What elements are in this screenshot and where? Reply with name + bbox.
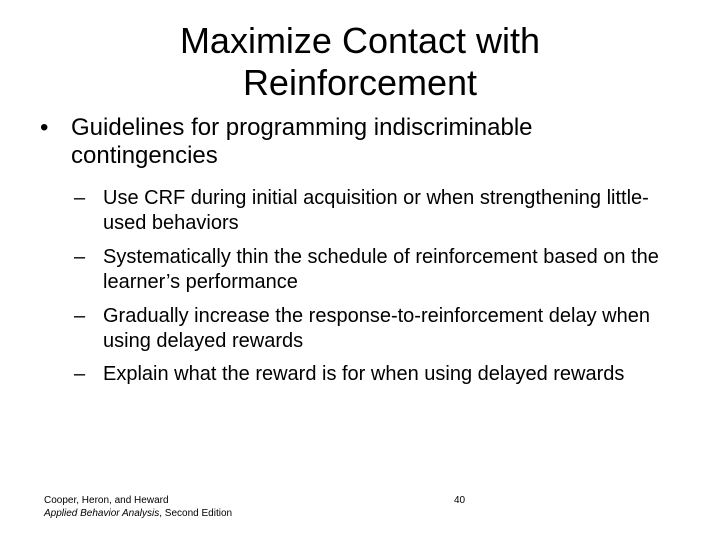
footer-book-title: Applied Behavior Analysis xyxy=(44,508,160,519)
sub-bullet-text: Explain what the reward is for when using delayed rewards xyxy=(103,363,625,386)
footer-book xyxy=(44,507,232,520)
slide-title-line-1: Maximize Contact with xyxy=(179,20,541,61)
main-bullet xyxy=(40,114,680,171)
bullet-marker: • xyxy=(40,114,49,141)
sub-bullet-list xyxy=(74,186,674,396)
footer-edition: , Second Edition xyxy=(159,508,233,519)
dash-marker: – xyxy=(74,245,86,268)
main-bullet-text: Guidelines for programming indiscriminable contingencies xyxy=(71,114,533,170)
sub-bullet-text: Systematically thin the schedule of reinforcement based on the learner’s performance xyxy=(103,245,659,294)
dash-marker: – xyxy=(74,363,86,386)
sub-bullet-item xyxy=(74,245,674,296)
dash-marker: – xyxy=(74,187,86,209)
dash-marker: – xyxy=(74,304,86,327)
sub-bullet-text: Gradually increase the response-to-reinforcement delay when using delayed rewards xyxy=(103,304,650,352)
sub-bullet-item xyxy=(74,186,674,237)
slide-title-line-2: Reinforcement xyxy=(242,61,478,103)
sub-bullet-item xyxy=(74,362,674,387)
footer-authors: Cooper, Heron, and Heward xyxy=(44,495,169,506)
footer-citation xyxy=(44,494,232,520)
sub-bullet-text: Use CRF during initial acquisition or when strengthening little-used behaviors xyxy=(103,187,649,235)
page-number: 40 xyxy=(454,495,466,506)
sub-bullet-item xyxy=(74,304,674,355)
slide-title xyxy=(100,20,620,104)
